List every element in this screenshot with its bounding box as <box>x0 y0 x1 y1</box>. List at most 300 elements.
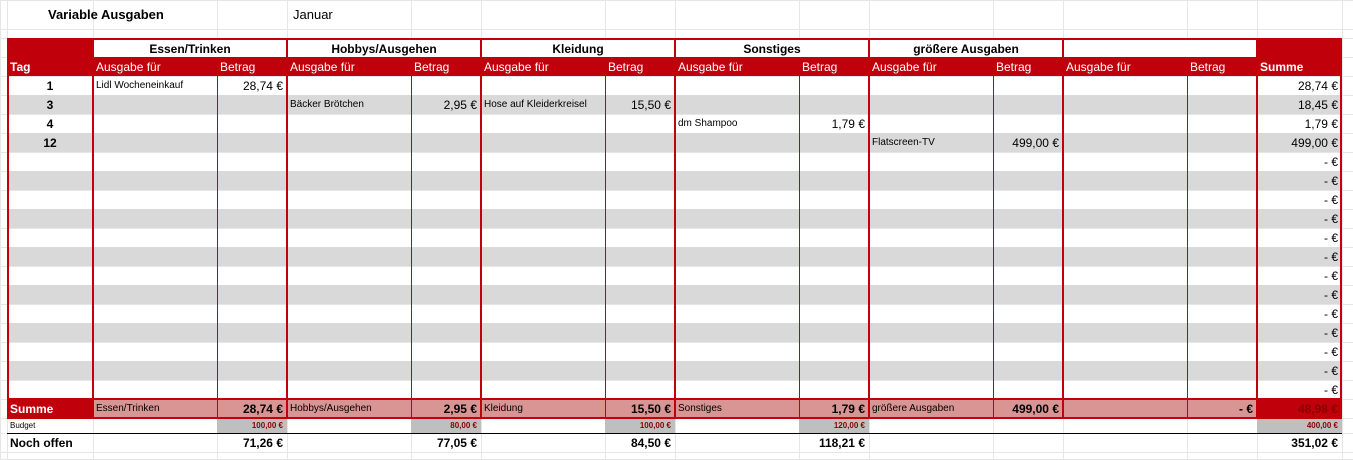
expense-desc-cell[interactable] <box>287 133 411 152</box>
day-cell[interactable] <box>7 171 93 190</box>
day-cell[interactable] <box>7 304 93 323</box>
expense-amount-cell[interactable] <box>605 361 675 380</box>
category-separator <box>1062 38 1064 418</box>
day-cell[interactable] <box>7 228 93 247</box>
expense-desc-cell[interactable] <box>869 190 993 209</box>
expense-desc-cell[interactable] <box>1063 304 1187 323</box>
expense-amount-cell[interactable] <box>799 209 869 228</box>
expense-amount-cell[interactable] <box>799 361 869 380</box>
grid-line-h <box>0 29 1353 30</box>
expense-desc-cell[interactable] <box>869 209 993 228</box>
expense-amount-cell[interactable] <box>799 266 869 285</box>
expense-amount-cell[interactable] <box>217 95 287 114</box>
expense-desc-cell[interactable] <box>481 266 605 285</box>
expense-desc-cell[interactable] <box>869 285 993 304</box>
expense-desc-cell[interactable] <box>1063 247 1187 266</box>
expense-amount-cell[interactable] <box>605 171 675 190</box>
expense-amount-cell[interactable] <box>411 171 481 190</box>
expense-amount-cell[interactable] <box>411 380 481 399</box>
expense-amount-cell[interactable] <box>411 114 481 133</box>
day-cell[interactable] <box>7 342 93 361</box>
expense-amount-cell[interactable] <box>605 133 675 152</box>
expense-amount-cell[interactable] <box>605 285 675 304</box>
subheader-betrag: Betrag <box>411 57 481 76</box>
expense-amount-cell[interactable] <box>799 342 869 361</box>
expense-desc-cell[interactable]: dm Shampoo <box>678 118 738 129</box>
expense-desc-cell[interactable] <box>93 342 217 361</box>
expense-amount-cell[interactable] <box>217 209 287 228</box>
expense-amount-cell[interactable] <box>993 285 1063 304</box>
expense-amount-cell[interactable] <box>799 190 869 209</box>
expense-amount-cell[interactable] <box>217 133 287 152</box>
row-sum-cell: 1,79 € <box>1304 116 1338 131</box>
expense-desc-cell[interactable] <box>481 76 605 95</box>
expense-amount-cell[interactable] <box>217 342 287 361</box>
expense-amount-cell[interactable] <box>993 190 1063 209</box>
subheader-ausgabe-fuer: Ausgabe für <box>675 57 799 76</box>
expense-amount-cell[interactable] <box>1187 304 1257 323</box>
expense-amount-cell[interactable] <box>993 361 1063 380</box>
expense-desc-cell[interactable] <box>869 323 993 342</box>
budget-label: Budget <box>10 421 36 430</box>
column-separator <box>411 57 412 418</box>
category-header: Essen/Trinken <box>94 40 286 57</box>
expense-amount-cell[interactable] <box>217 152 287 171</box>
row-sum-cell: - € <box>1323 154 1338 169</box>
column-separator <box>993 57 994 418</box>
expense-desc-cell[interactable] <box>93 323 217 342</box>
expense-amount-cell[interactable] <box>1187 190 1257 209</box>
day-cell[interactable] <box>7 190 93 209</box>
expense-desc-cell[interactable] <box>1063 380 1187 399</box>
expense-desc-cell[interactable] <box>869 361 993 380</box>
row-sum-cell: - € <box>1323 211 1338 226</box>
category-budget[interactable]: 120,00 € <box>799 418 869 433</box>
expense-amount-cell[interactable] <box>993 304 1063 323</box>
bottom-rule <box>7 433 1342 434</box>
expense-desc-cell[interactable] <box>93 266 217 285</box>
day-cell[interactable]: 1 <box>46 78 54 93</box>
expense-desc-cell[interactable] <box>675 247 799 266</box>
expense-amount-cell[interactable] <box>1187 380 1257 399</box>
day-cell[interactable] <box>7 361 93 380</box>
expense-desc-cell[interactable] <box>481 152 605 171</box>
subheader-ausgabe-fuer: Ausgabe für <box>93 57 217 76</box>
expense-desc-cell[interactable] <box>1063 209 1187 228</box>
expense-desc-cell[interactable]: Flatscreen-TV <box>872 137 935 148</box>
row-sum-cell: - € <box>1323 363 1338 378</box>
expense-desc-cell[interactable] <box>481 190 605 209</box>
category-total-label: Kleidung <box>484 403 523 414</box>
expense-amount-cell[interactable] <box>605 380 675 399</box>
budget-total: 400,00 € <box>1257 418 1342 433</box>
subheader-ausgabe-fuer: Ausgabe für <box>287 57 411 76</box>
expense-amount-cell[interactable] <box>1187 133 1257 152</box>
row-sum-cell: - € <box>1323 325 1338 340</box>
expense-amount-cell[interactable] <box>799 152 869 171</box>
expense-amount-cell[interactable] <box>1187 114 1257 133</box>
table-border-right <box>1340 38 1342 418</box>
expense-amount-cell[interactable] <box>1187 247 1257 266</box>
expense-desc-cell[interactable] <box>481 361 605 380</box>
expense-desc-cell[interactable] <box>1063 171 1187 190</box>
expense-amount-cell[interactable] <box>605 190 675 209</box>
category-header: Kleidung <box>482 40 674 57</box>
expense-desc-cell[interactable] <box>675 285 799 304</box>
expense-desc-cell[interactable] <box>869 114 993 133</box>
expense-desc-cell[interactable] <box>93 114 217 133</box>
category-total-label: Hobbys/Ausgehen <box>290 403 372 414</box>
expense-amount-cell[interactable] <box>799 95 869 114</box>
category-budget[interactable] <box>1187 418 1257 433</box>
expense-amount-cell[interactable] <box>411 247 481 266</box>
expense-desc-cell[interactable] <box>287 114 411 133</box>
category-budget[interactable]: 80,00 € <box>411 418 481 433</box>
expense-desc-cell[interactable] <box>675 152 799 171</box>
category-separator <box>480 38 482 418</box>
expense-amount-cell[interactable] <box>605 76 675 95</box>
expense-desc-cell[interactable] <box>287 152 411 171</box>
day-cell[interactable] <box>7 266 93 285</box>
category-budget[interactable]: 100,00 € <box>605 418 675 433</box>
column-separator <box>605 57 606 418</box>
expense-desc-cell[interactable] <box>481 342 605 361</box>
expense-amount-cell[interactable] <box>411 190 481 209</box>
expense-amount-cell[interactable] <box>1187 209 1257 228</box>
expense-desc-cell[interactable] <box>675 380 799 399</box>
expense-desc-cell[interactable] <box>93 171 217 190</box>
day-cell[interactable] <box>7 380 93 399</box>
expense-desc-cell[interactable] <box>869 95 993 114</box>
expense-desc-cell[interactable] <box>869 171 993 190</box>
expense-desc-cell[interactable] <box>1063 228 1187 247</box>
expense-amount-cell[interactable] <box>993 342 1063 361</box>
category-total-label <box>1063 399 1187 418</box>
expense-desc-cell[interactable] <box>675 323 799 342</box>
expense-desc-cell[interactable] <box>481 285 605 304</box>
expense-amount-cell[interactable]: 499,00 € <box>1012 135 1059 150</box>
category-separator <box>286 38 288 418</box>
totals-label: Summe <box>10 401 54 416</box>
expense-desc-cell[interactable] <box>93 228 217 247</box>
expense-desc-cell[interactable] <box>93 247 217 266</box>
day-cell[interactable] <box>7 285 93 304</box>
category-separator <box>674 38 676 418</box>
category-total-amount: 2,95 € <box>443 401 477 416</box>
expense-amount-cell[interactable] <box>605 247 675 266</box>
expense-desc-cell[interactable] <box>869 247 993 266</box>
expense-amount-cell[interactable] <box>217 114 287 133</box>
expense-amount-cell[interactable] <box>411 304 481 323</box>
expense-desc-cell[interactable]: Lidl Wocheneinkauf <box>96 80 184 91</box>
expense-desc-cell[interactable] <box>1063 114 1187 133</box>
expense-amount-cell[interactable]: 15,50 € <box>630 97 671 112</box>
expense-amount-cell[interactable] <box>799 247 869 266</box>
expense-desc-cell[interactable] <box>287 266 411 285</box>
expense-desc-cell[interactable] <box>481 228 605 247</box>
expense-amount-cell[interactable] <box>799 133 869 152</box>
expense-amount-cell[interactable] <box>217 323 287 342</box>
expense-desc-cell[interactable] <box>287 361 411 380</box>
expense-amount-cell[interactable]: 28,74 € <box>242 78 283 93</box>
day-cell[interactable]: 4 <box>46 116 54 131</box>
expense-desc-cell[interactable] <box>675 171 799 190</box>
expense-desc-cell[interactable] <box>1063 361 1187 380</box>
grid-line-v <box>0 0 1 459</box>
expense-desc-cell[interactable] <box>1063 285 1187 304</box>
expense-desc-cell[interactable] <box>675 133 799 152</box>
expense-desc-cell[interactable] <box>869 152 993 171</box>
expense-amount-cell[interactable] <box>411 285 481 304</box>
category-total-label: Sonstiges <box>678 403 722 414</box>
expense-amount-cell[interactable] <box>993 266 1063 285</box>
row-sum-cell: 499,00 € <box>1291 135 1338 150</box>
expense-desc-cell[interactable] <box>1063 342 1187 361</box>
expense-amount-cell[interactable] <box>411 266 481 285</box>
category-total-amount: 499,00 € <box>1012 401 1059 416</box>
expense-amount-cell[interactable] <box>1187 228 1257 247</box>
remaining-label: Noch offen <box>10 435 73 450</box>
expense-amount-cell[interactable] <box>799 285 869 304</box>
row-sum-cell: 28,74 € <box>1297 78 1338 93</box>
expense-amount-cell[interactable] <box>411 152 481 171</box>
expense-amount-cell[interactable] <box>605 342 675 361</box>
expense-amount-cell[interactable] <box>1187 171 1257 190</box>
expense-desc-cell[interactable] <box>675 209 799 228</box>
category-budget[interactable] <box>993 418 1063 433</box>
expense-amount-cell[interactable] <box>605 209 675 228</box>
expense-amount-cell[interactable] <box>217 247 287 266</box>
expense-amount-cell[interactable] <box>217 190 287 209</box>
expense-desc-cell[interactable] <box>869 380 993 399</box>
category-budget[interactable]: 100,00 € <box>217 418 287 433</box>
expense-desc-cell[interactable] <box>675 361 799 380</box>
expense-amount-cell[interactable] <box>799 171 869 190</box>
expense-desc-cell[interactable] <box>675 304 799 323</box>
expense-desc-cell[interactable] <box>481 209 605 228</box>
subheader-ausgabe-fuer: Ausgabe für <box>1063 57 1187 76</box>
expense-desc-cell[interactable] <box>93 133 217 152</box>
subheader-betrag: Betrag <box>993 57 1063 76</box>
expense-amount-cell[interactable] <box>1187 76 1257 95</box>
category-total-label: größere Ausgaben <box>872 403 955 414</box>
expense-amount-cell[interactable] <box>993 152 1063 171</box>
expense-amount-cell[interactable]: 2,95 € <box>443 97 477 112</box>
grand-total: 48,98 € <box>1297 401 1338 416</box>
row-sum-cell: - € <box>1323 306 1338 321</box>
day-cell[interactable] <box>7 247 93 266</box>
expense-amount-cell[interactable] <box>993 171 1063 190</box>
expense-desc-cell[interactable] <box>1063 266 1187 285</box>
expense-desc-cell[interactable] <box>675 228 799 247</box>
expense-amount-cell[interactable] <box>411 76 481 95</box>
row-sum-cell: 18,45 € <box>1297 97 1338 112</box>
expense-desc-cell[interactable] <box>93 380 217 399</box>
remaining-total: 351,02 € <box>1291 435 1338 450</box>
subheader-ausgabe-fuer: Ausgabe für <box>481 57 605 76</box>
day-cell[interactable]: 3 <box>46 97 54 112</box>
expense-amount-cell[interactable] <box>1187 323 1257 342</box>
expense-desc-cell[interactable] <box>287 190 411 209</box>
expense-amount-cell[interactable] <box>217 266 287 285</box>
expense-amount-cell[interactable] <box>993 247 1063 266</box>
column-separator <box>799 57 800 418</box>
expense-desc-cell[interactable] <box>287 247 411 266</box>
expense-amount-cell[interactable] <box>411 228 481 247</box>
expense-desc-cell[interactable] <box>481 171 605 190</box>
expense-amount-cell[interactable] <box>605 152 675 171</box>
expense-amount-cell[interactable] <box>799 76 869 95</box>
expense-amount-cell[interactable] <box>411 209 481 228</box>
expense-desc-cell[interactable] <box>481 304 605 323</box>
day-cell[interactable] <box>7 152 93 171</box>
expense-amount-cell[interactable] <box>217 285 287 304</box>
expense-amount-cell[interactable] <box>605 228 675 247</box>
table-border-left <box>7 38 9 418</box>
tag-header: Tag <box>10 59 31 74</box>
expense-amount-cell[interactable] <box>993 76 1063 95</box>
expense-amount-cell[interactable] <box>993 323 1063 342</box>
expense-desc-cell[interactable] <box>93 361 217 380</box>
expense-desc-cell[interactable] <box>1063 95 1187 114</box>
column-separator <box>1187 57 1188 418</box>
category-remaining: 118,21 € <box>818 435 865 450</box>
expense-desc-cell[interactable] <box>869 76 993 95</box>
expense-desc-cell[interactable] <box>1063 76 1187 95</box>
expense-desc-cell[interactable] <box>287 323 411 342</box>
expense-amount-cell[interactable] <box>993 209 1063 228</box>
expense-desc-cell[interactable] <box>675 266 799 285</box>
expense-amount-cell[interactable] <box>993 228 1063 247</box>
expense-desc-cell[interactable] <box>287 285 411 304</box>
row-sum-cell: - € <box>1323 173 1338 188</box>
expense-desc-cell[interactable] <box>93 152 217 171</box>
summe-header: Summe <box>1260 59 1304 74</box>
category-separator <box>1256 38 1258 418</box>
expense-amount-cell[interactable] <box>1187 361 1257 380</box>
expense-desc-cell[interactable] <box>287 380 411 399</box>
row-sum-cell: - € <box>1323 382 1338 397</box>
expense-desc-cell[interactable] <box>93 95 217 114</box>
expense-desc-cell[interactable] <box>481 323 605 342</box>
expense-amount-cell[interactable] <box>1187 152 1257 171</box>
category-remaining: 71,26 € <box>242 435 283 450</box>
expense-amount-cell[interactable] <box>605 114 675 133</box>
column-separator <box>217 57 218 418</box>
category-remaining <box>1187 433 1257 452</box>
expense-amount-cell[interactable] <box>605 304 675 323</box>
category-total-amount: 28,74 € <box>242 401 283 416</box>
expense-amount-cell[interactable] <box>411 323 481 342</box>
expense-desc-cell[interactable] <box>93 190 217 209</box>
category-total-amount: - € <box>1238 401 1253 416</box>
subheader-betrag: Betrag <box>605 57 675 76</box>
expense-desc-cell[interactable] <box>869 342 993 361</box>
expense-desc-cell[interactable] <box>675 190 799 209</box>
expense-amount-cell[interactable] <box>411 133 481 152</box>
expense-amount-cell[interactable] <box>1187 266 1257 285</box>
grid-line-h <box>0 452 1353 453</box>
expense-desc-cell[interactable] <box>93 285 217 304</box>
expense-desc-cell[interactable] <box>1063 190 1187 209</box>
expense-amount-cell[interactable] <box>1187 285 1257 304</box>
subheader-ausgabe-fuer: Ausgabe für <box>869 57 993 76</box>
day-cell[interactable] <box>7 323 93 342</box>
expense-amount-cell[interactable] <box>217 304 287 323</box>
expense-amount-cell[interactable] <box>799 380 869 399</box>
expense-desc-cell[interactable] <box>287 171 411 190</box>
expense-amount-cell[interactable] <box>799 304 869 323</box>
expense-desc-cell[interactable] <box>1063 152 1187 171</box>
category-separator <box>92 38 94 418</box>
category-header: Hobbys/Ausgehen <box>288 40 480 57</box>
expense-amount-cell[interactable] <box>1187 95 1257 114</box>
expense-desc-cell[interactable] <box>869 266 993 285</box>
expense-desc-cell[interactable] <box>287 342 411 361</box>
expense-desc-cell[interactable] <box>287 228 411 247</box>
expense-desc-cell[interactable] <box>1063 133 1187 152</box>
subheader-betrag: Betrag <box>799 57 869 76</box>
category-total-amount: 15,50 € <box>630 401 671 416</box>
expense-amount-cell[interactable] <box>799 228 869 247</box>
expense-desc-cell[interactable]: Hose auf Kleiderkreisel <box>484 99 587 110</box>
expense-amount-cell[interactable] <box>217 361 287 380</box>
expense-desc-cell[interactable] <box>869 228 993 247</box>
expense-amount-cell[interactable] <box>217 228 287 247</box>
expense-desc-cell[interactable] <box>481 133 605 152</box>
category-header: Sonstiges <box>676 40 868 57</box>
row-sum-cell: - € <box>1323 287 1338 302</box>
expense-desc-cell[interactable] <box>675 95 799 114</box>
expense-amount-cell[interactable] <box>993 114 1063 133</box>
expense-desc-cell[interactable] <box>93 304 217 323</box>
grid-line-v <box>1342 0 1343 459</box>
expense-amount-cell[interactable] <box>411 361 481 380</box>
expense-amount-cell[interactable] <box>993 95 1063 114</box>
expense-amount-cell[interactable] <box>799 323 869 342</box>
expense-desc-cell[interactable] <box>869 304 993 323</box>
row-sum-cell: - € <box>1323 344 1338 359</box>
expense-amount-cell[interactable] <box>411 342 481 361</box>
expense-amount-cell[interactable] <box>1187 342 1257 361</box>
expense-desc-cell[interactable] <box>481 380 605 399</box>
expense-desc-cell[interactable] <box>287 76 411 95</box>
expense-amount-cell[interactable] <box>605 266 675 285</box>
expense-desc-cell[interactable] <box>675 76 799 95</box>
sheet-title: Variable Ausgaben <box>48 7 164 22</box>
day-cell[interactable] <box>7 209 93 228</box>
expense-desc-cell[interactable] <box>481 114 605 133</box>
expense-desc-cell[interactable] <box>1063 323 1187 342</box>
category-remaining: 77,05 € <box>436 435 477 450</box>
expense-amount-cell[interactable] <box>217 171 287 190</box>
expense-desc-cell[interactable]: Bäcker Brötchen <box>290 99 364 110</box>
subheader-betrag: Betrag <box>217 57 287 76</box>
month-label: Januar <box>293 7 333 22</box>
expense-amount-cell[interactable] <box>217 380 287 399</box>
expense-desc-cell[interactable] <box>93 209 217 228</box>
expense-amount-cell[interactable] <box>605 323 675 342</box>
expense-desc-cell[interactable] <box>287 209 411 228</box>
expense-desc-cell[interactable] <box>675 342 799 361</box>
row-sum-cell: - € <box>1323 230 1338 245</box>
expense-desc-cell[interactable] <box>287 304 411 323</box>
expense-amount-cell[interactable] <box>993 380 1063 399</box>
day-cell[interactable]: 12 <box>43 135 57 150</box>
expense-desc-cell[interactable] <box>481 247 605 266</box>
expense-amount-cell[interactable]: 1,79 € <box>831 116 865 131</box>
row-sum-cell: - € <box>1323 249 1338 264</box>
